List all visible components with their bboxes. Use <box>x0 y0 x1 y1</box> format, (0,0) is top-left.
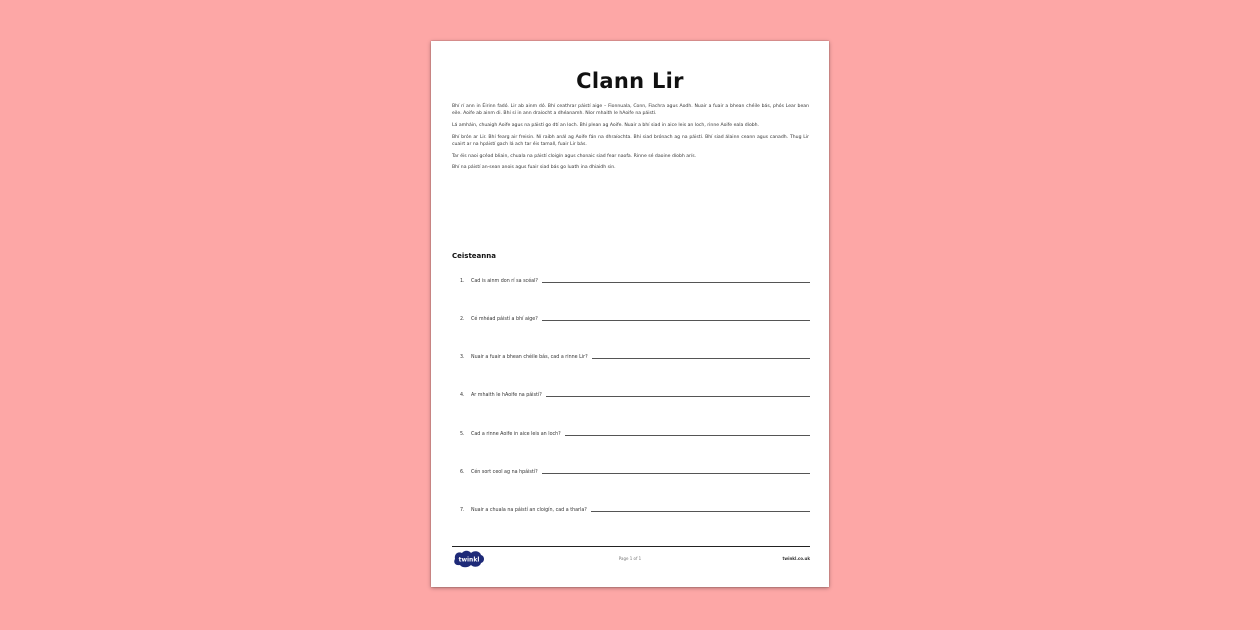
answer-line[interactable] <box>542 282 810 283</box>
question-row <box>460 465 810 475</box>
question-number: 2. <box>460 317 465 322</box>
footer-divider <box>452 546 810 547</box>
answer-line[interactable] <box>542 473 810 474</box>
answer-line[interactable] <box>546 396 810 397</box>
question-number: 6. <box>460 470 465 475</box>
story-paragraph: Tar éis naoi gcéad bliain, chuala na páistí cloigín agus chonaic siad fear naofa. Rinne sé daoine díobh arís. <box>452 153 697 159</box>
story-paragraph: Bhí na páistí an-sean anois agus fuair siad bás go luath ina dhiaidh sin. <box>452 165 616 171</box>
story-text <box>452 103 809 176</box>
page-number: Page 1 of 1 <box>618 556 642 561</box>
question-number: 4. <box>460 393 465 398</box>
question-row <box>460 503 810 513</box>
question-text: Nuair a chuala na páistí an cloigín, cad a tharla? <box>471 508 587 513</box>
question-row <box>460 388 810 398</box>
story-paragraph: Bhí rí ann in Éirinn fadó. Lir ab ainm dó. Bhí ceathrar páistí aige – Fionnuala, Conn, Fiachra agus Aodh. Nuair a fuair a bhean chéile bás, phós Lear bean eile. Aoife ab ainm di. Bhí sí in ann draíocht a dhéanamh. Níor mhaith le hAoife na páistí. <box>452 104 809 117</box>
question-number: 7. <box>460 508 465 513</box>
question-number: 5. <box>460 432 465 437</box>
question-text: Nuair a fuair a bhean chéile bás, cad a rinne Lir? <box>471 355 588 360</box>
worksheet-title: Clann Lir <box>576 69 684 93</box>
question-row <box>460 427 810 437</box>
answer-line[interactable] <box>565 435 810 436</box>
story-paragraph: Bhí brón ar Lir. Bhí fearg air freisin. Ní raibh anál ag Aoife fán na dhraíochta. Bhí siad brónach ag na páistí. Bhí siad álainn ceann agus canadh. Thug Lir cuairt ar na hpáistí gach lá ach tar éis tamall, fuair Lir bás. <box>452 134 809 147</box>
story-paragraph: Lá amháin, chuaigh Aoife agus na páistí go dtí an loch. Bhí plean ag Aoife. Nuair a bhí siad in aice leis an loch, rinne Aoife eala díobh. <box>452 122 760 128</box>
website-link[interactable]: twinkl.co.uk <box>782 556 810 561</box>
question-text: Cad a rinne Aoife in aice leis an loch? <box>471 432 561 437</box>
answer-line[interactable] <box>542 320 810 321</box>
question-row <box>460 312 810 322</box>
question-text: Ar mhaith le hAoife na páistí? <box>471 393 542 398</box>
worksheet-page <box>431 41 829 587</box>
question-text: Cad is ainm don rí sa scéal? <box>471 279 538 284</box>
question-number: 3. <box>460 355 465 360</box>
question-text: Cén sort ceol ag na hpáistí? <box>471 470 538 475</box>
answer-line[interactable] <box>591 511 810 512</box>
question-text: Cé mhéad páistí a bhí aige? <box>471 317 538 322</box>
question-row <box>460 274 810 284</box>
answer-line[interactable] <box>592 358 810 359</box>
question-number: 1. <box>460 279 465 284</box>
questions-heading: Ceisteanna <box>452 252 496 260</box>
logo-text: twinkl <box>458 556 480 564</box>
question-row <box>460 350 810 360</box>
